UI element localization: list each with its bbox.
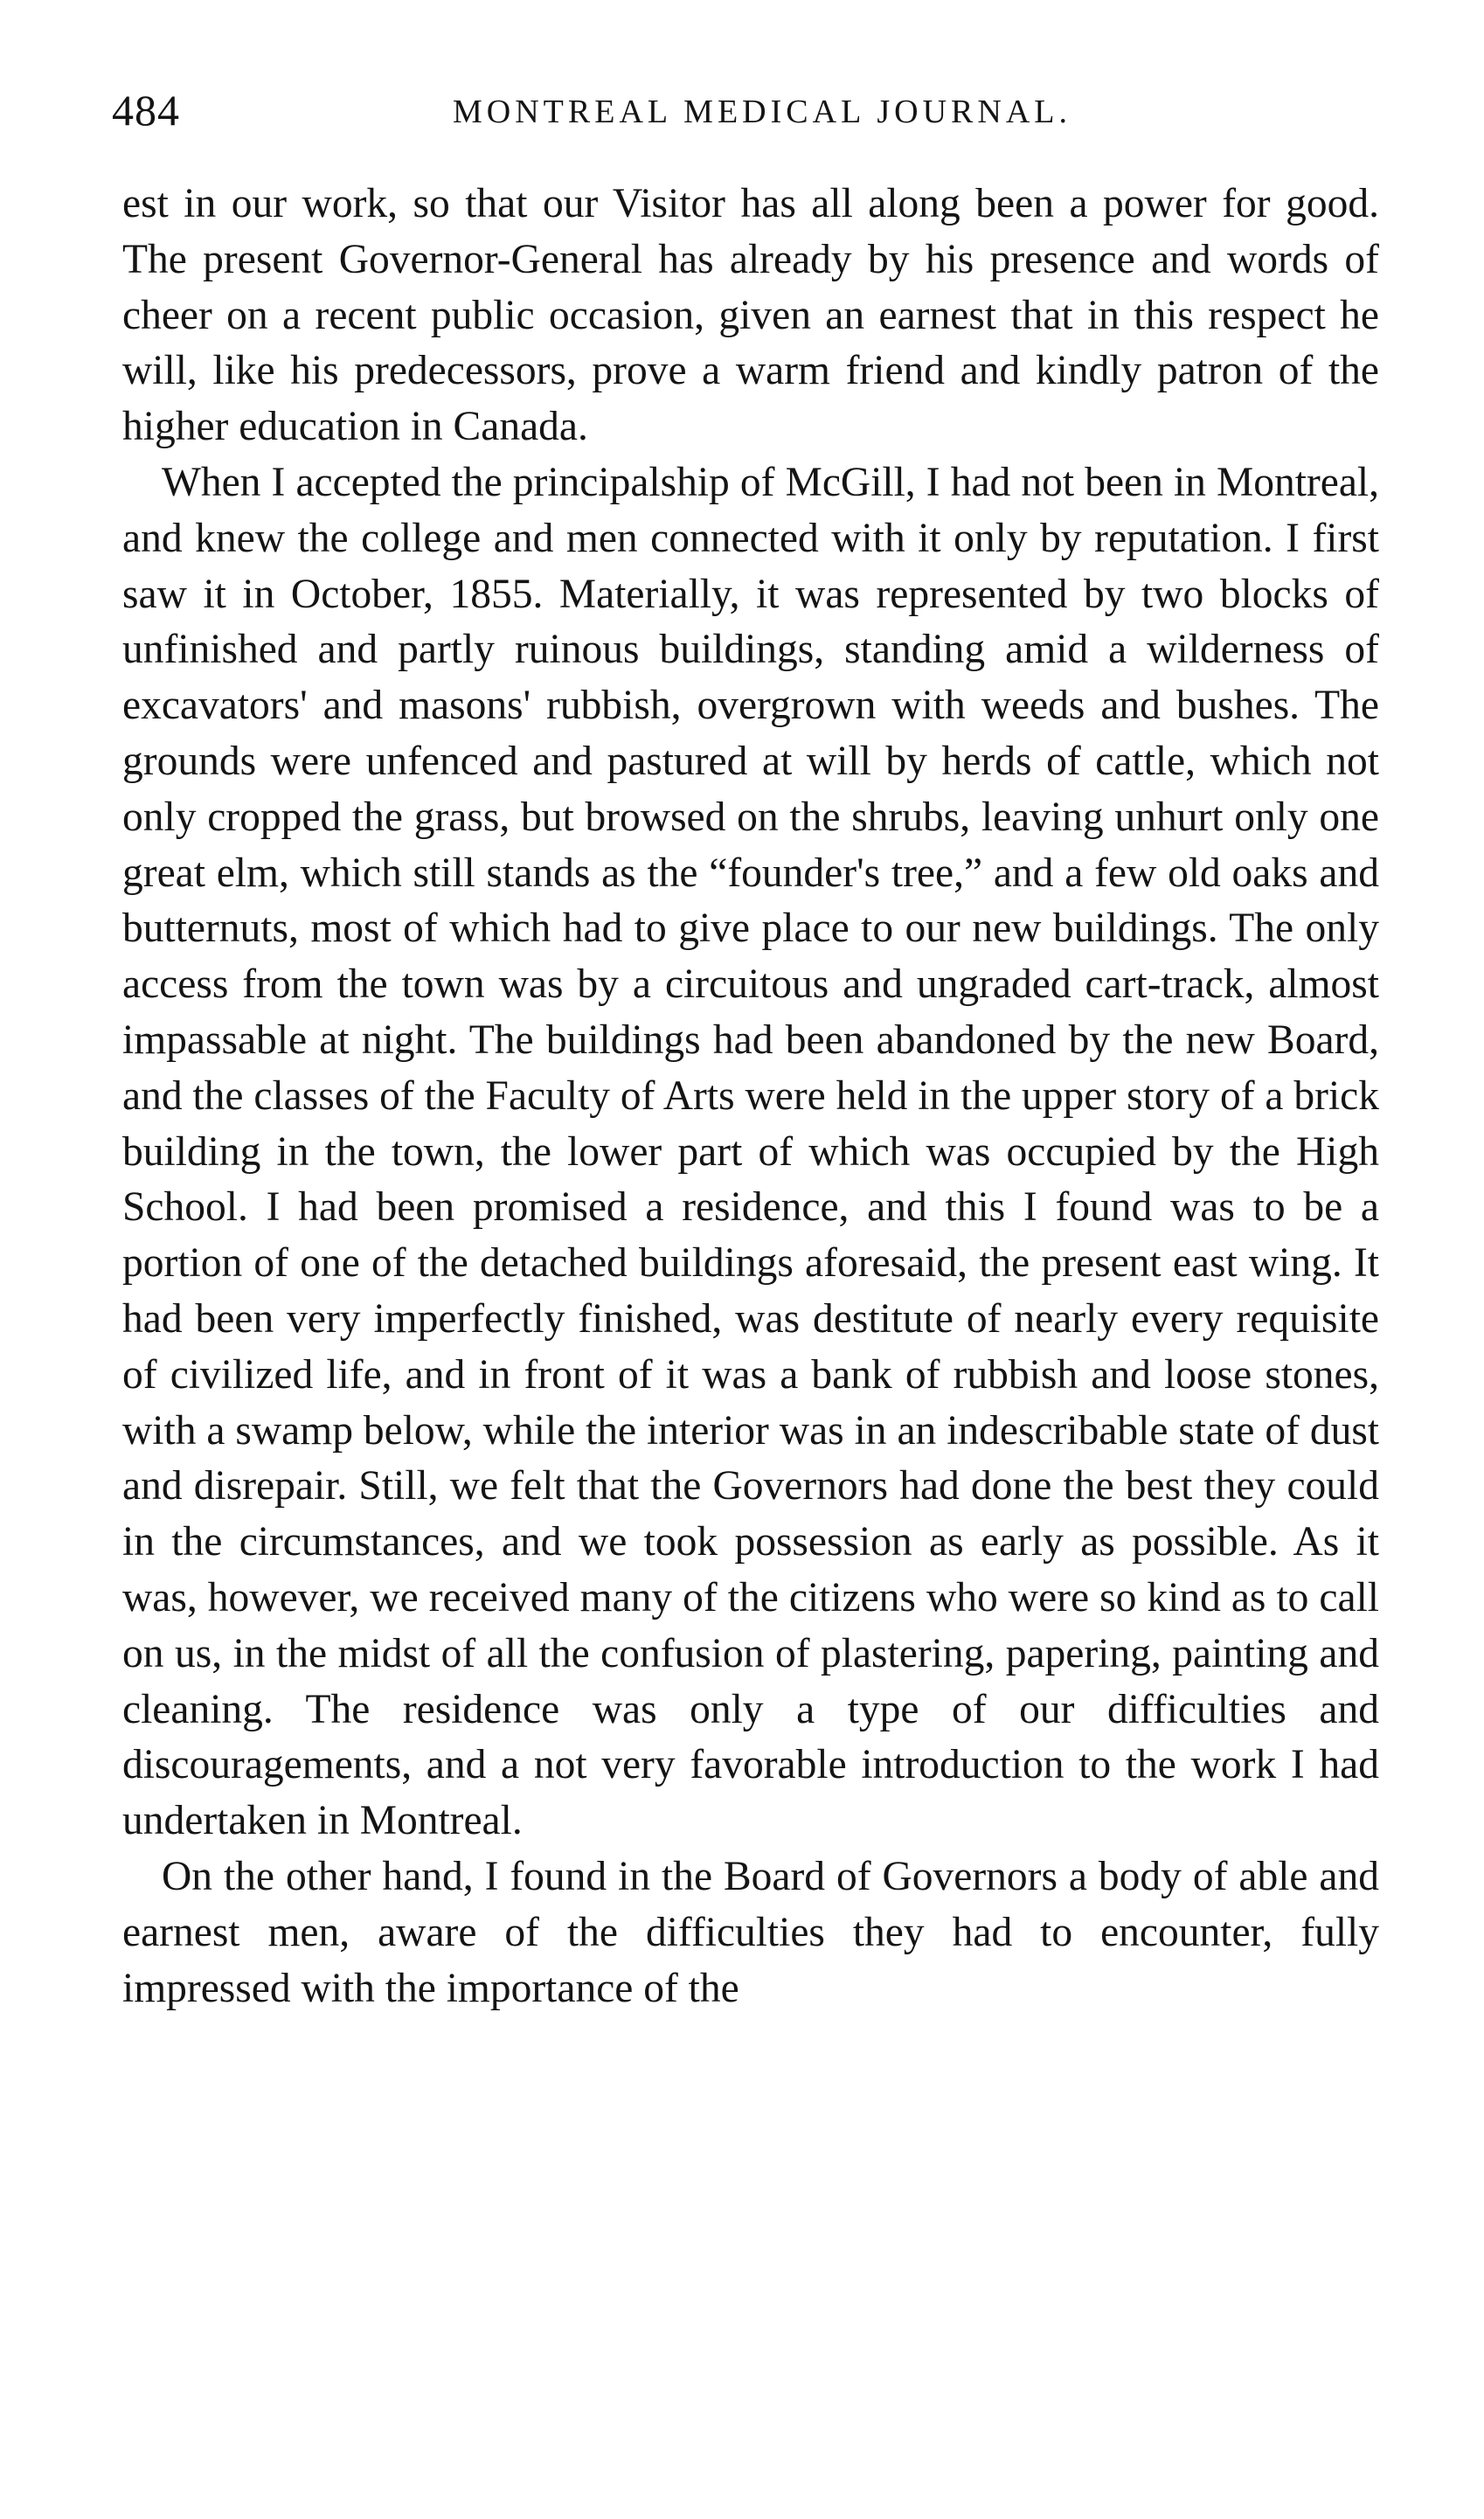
running-header xyxy=(112,84,1379,136)
article-body xyxy=(122,177,1379,2016)
paragraph-board-of-governors: On the other hand, I found in the Board of Governors a body of able and earnest men, aware of the difficulties they had to encounter, fully impressed with the importance of the xyxy=(122,1853,1379,2011)
paragraph-principalship: When I accepted the principalship of McGill, I had not been in Montreal, and knew the college and men connected with it only by reputation. I first saw it in October, 1855. Materially, it was represented by two blocks of unfinished and partly ruinous buildings, standing amid a wilderness of excavators' and masons' rubbish, overgrown with weeds and bushes. The grounds were unfenced and pastured at will by herds of cattle, which not only cropped the grass, but browsed on the shrubs, leaving unhurt only one great elm, which still stands as the “founder's tree,” and a few old oaks and butternuts, most of which had to give place to our new buildings. The only access from the town was by a circuitous and ungraded cart-track, almost impassable at night. The buildings had been abandoned by the new Board, and the classes of the Faculty of Arts were held in the upper story of a brick building in the town, the lower part of which was occupied by the High School. I had been promised a residence, and this I found was to be a portion of one of the detached buildings aforesaid, the present east wing. It had been very imperfectly finished, was destitute of nearly every requisite of civilized life, and in front of it was a bank of rubbish and loose stones, with a swamp below, while the interior was in an indescribable state of dust and disrepair. Still, we felt that the Governors had done the best they could in the circumstances, and we took possession as early as possible. As it was, however, we received many of the citizens who were so kind as to call on us, in the midst of all the confusion of plastering, papering, painting and cleaning. The residence was only a type of our difficulties and discouragements, and a not very favorable introduction to the work I had undertaken in Montreal. xyxy=(122,459,1379,1844)
page-number: 484 xyxy=(112,86,180,135)
paragraph-continuation: est in our work, so that our Visitor has all along been a power for good. The present Governor-General has already by his presence and words of cheer on a recent public occasion, given an earnest that in this respect he will, like his predecessors, prove a warm friend and kindly patron of the higher education in Canada. xyxy=(122,181,1379,450)
journal-title: MONTREAL MEDICAL JOURNAL. xyxy=(453,94,1071,130)
